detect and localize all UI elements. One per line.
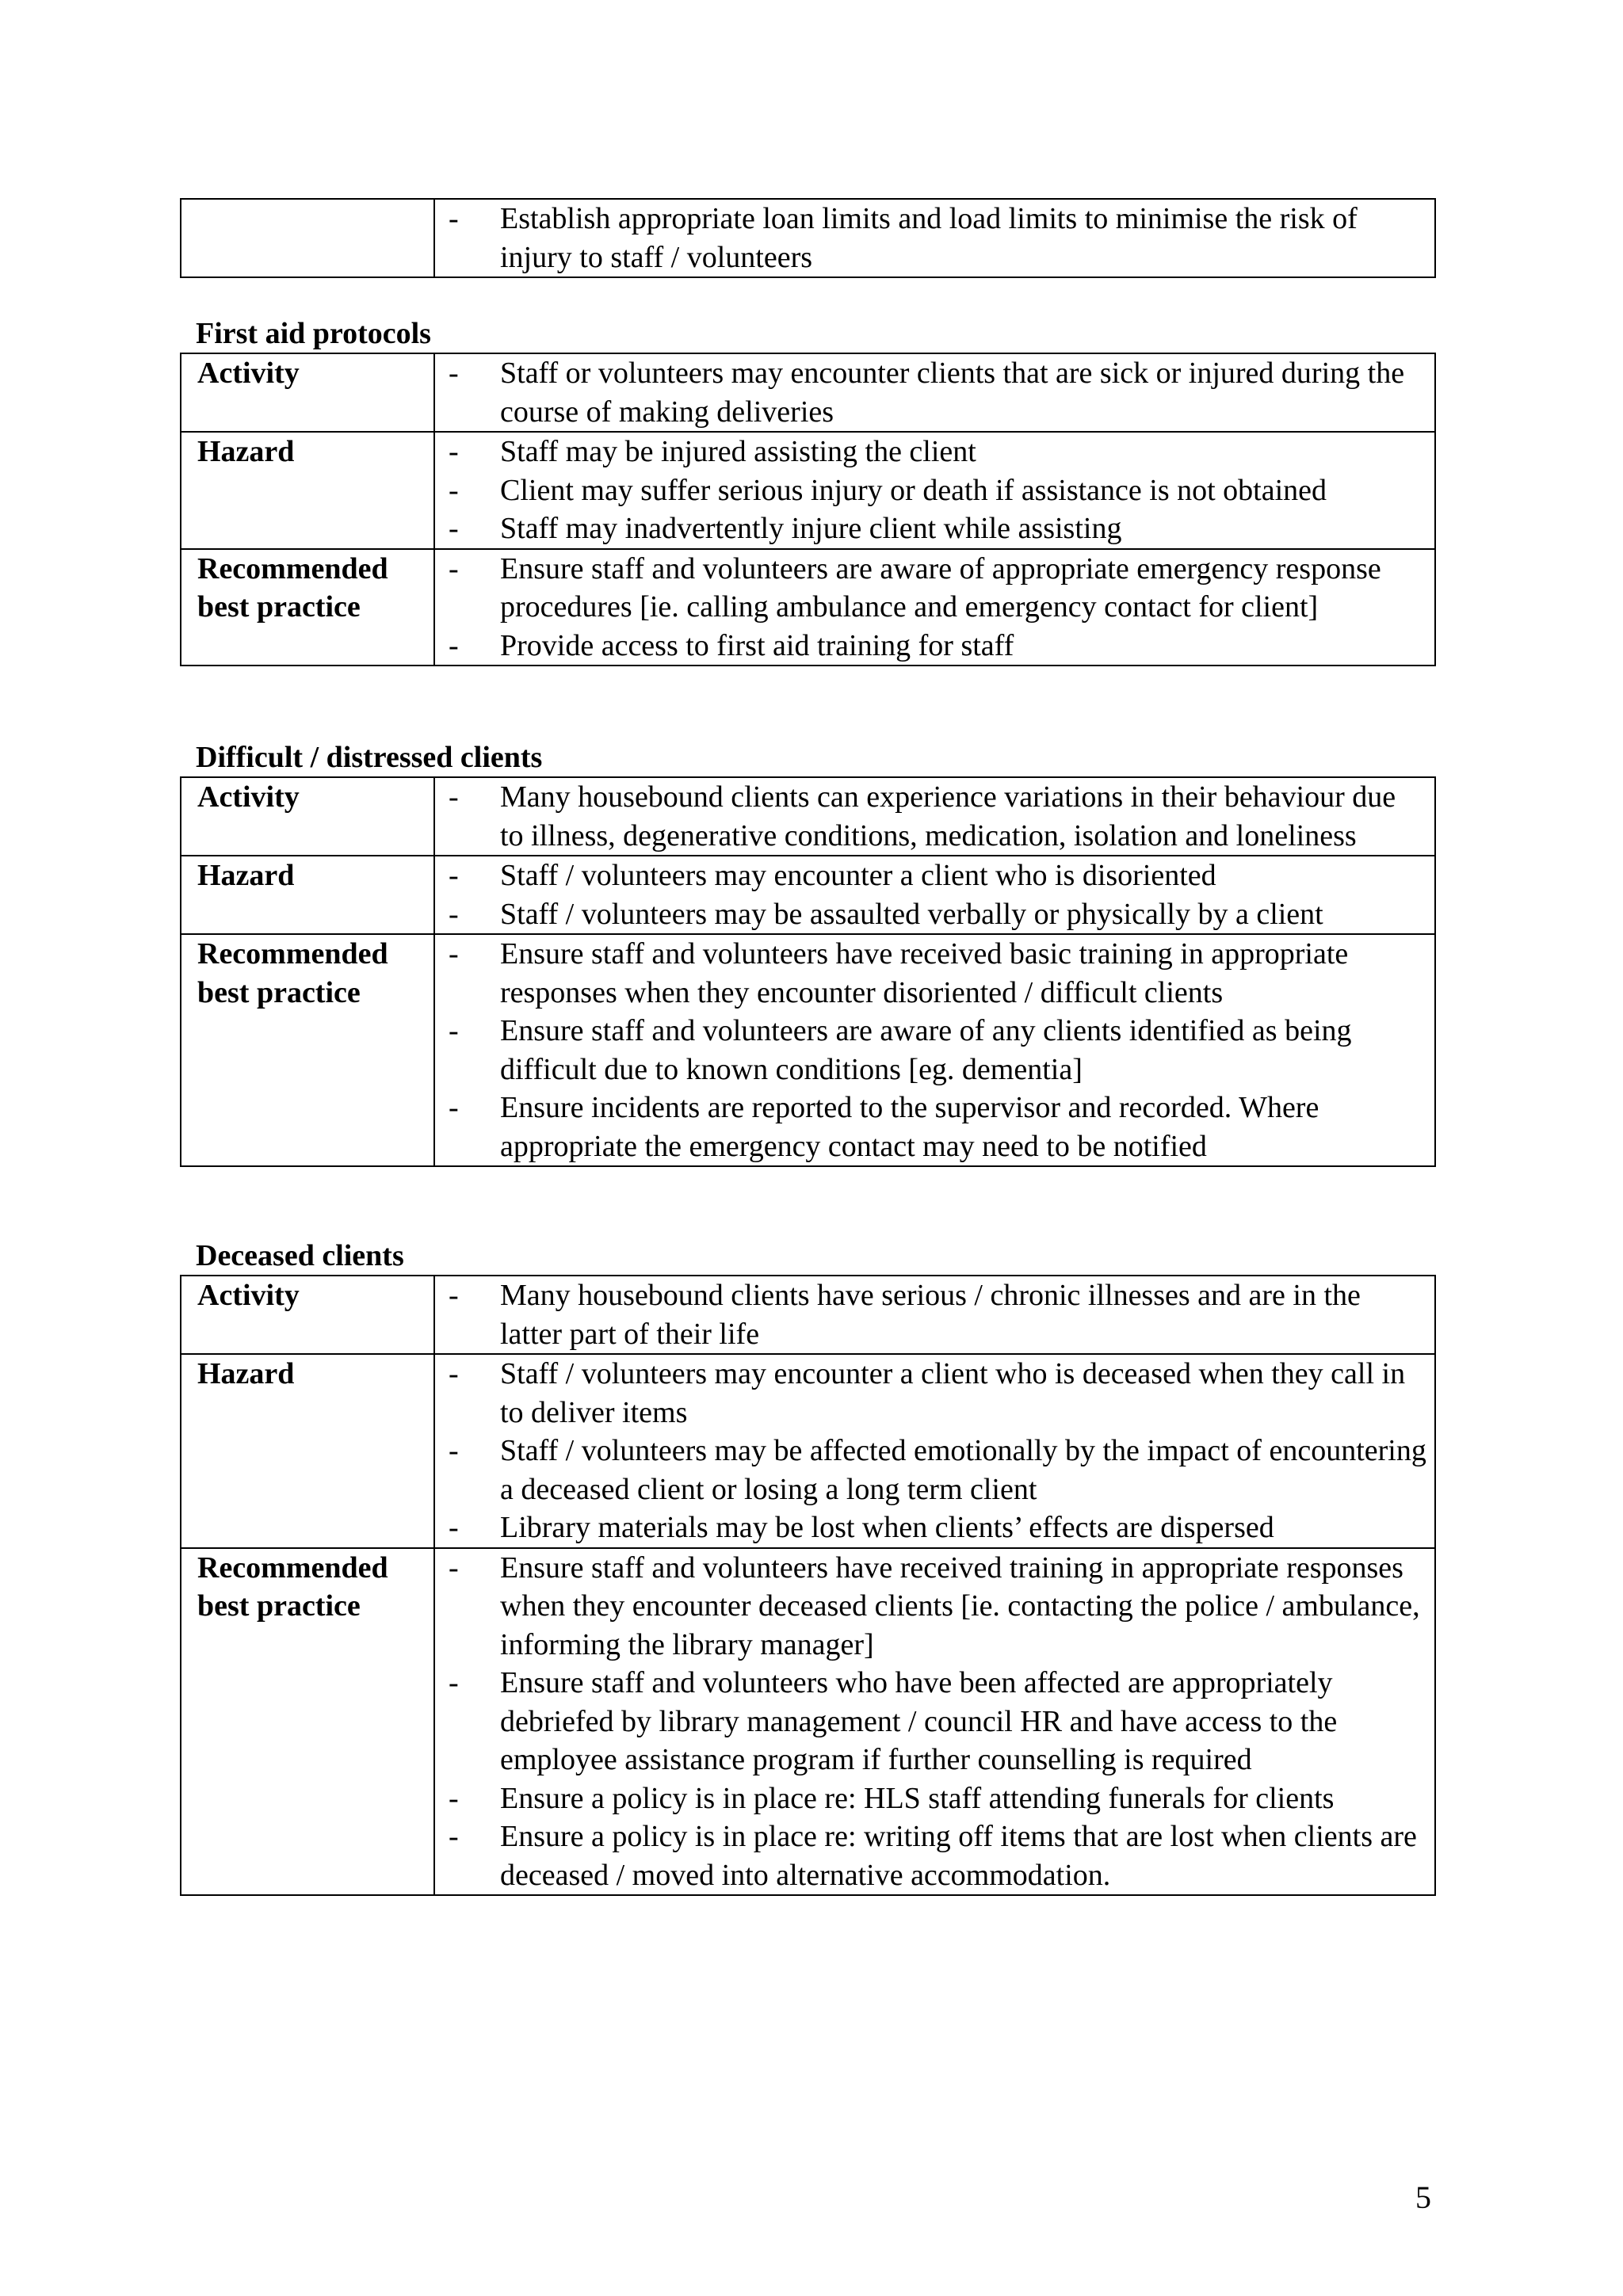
- list-item-text: Ensure staff and volunteers are aware of appropriate emergency response procedures [ie. calling ambulance and emergency contact for client]: [500, 551, 1381, 624]
- bullet-dash: -: [449, 937, 459, 971]
- section-difficult-clients: [180, 738, 1436, 1167]
- row-label: Hazard: [181, 1354, 434, 1548]
- list-item-text: Ensure staff and volunteers have received basic training in appropriate responses when they encounter disoriented / difficult clients: [500, 937, 1349, 1009]
- bullet-dash: -: [449, 1014, 459, 1047]
- bullet-dash: -: [449, 628, 459, 662]
- section-title: Difficult / distressed clients: [196, 741, 543, 774]
- list-item-text: Client may suffer serious injury or death if assistance is not obtained: [500, 473, 1327, 507]
- content-cell: [434, 1354, 1435, 1548]
- list-item: [435, 1817, 1426, 1894]
- list-item: [435, 550, 1426, 627]
- table-row: [181, 934, 1435, 1166]
- bullet-dash: -: [449, 780, 459, 814]
- list-item-text: Establish appropriate loan limits and load limits to minimise the risk of injury to staff / volunteers: [500, 202, 1358, 274]
- section-deceased-clients: [180, 1237, 1436, 1896]
- section-title: First aid protocols: [196, 317, 431, 350]
- list-item-text: Staff may be injured assisting the client: [500, 435, 976, 468]
- bullet-dash: -: [449, 1550, 459, 1585]
- list-item-text: Ensure staff and volunteers who have been affected are appropriately debriefed by library management / council HR and have access to the employee assistance program if further counselling is required: [500, 1666, 1338, 1776]
- list-item-text: Ensure a policy is in place re: HLS staff attending funerals for clients: [500, 1781, 1335, 1815]
- content-cell: [434, 856, 1435, 934]
- bullet-dash: -: [449, 1781, 459, 1815]
- row-label: Activity: [181, 353, 434, 432]
- table-row: [181, 549, 1435, 666]
- list-item: [435, 509, 1426, 548]
- list-item: [435, 200, 1426, 277]
- list-item: [435, 1779, 1426, 1818]
- list-item: [435, 778, 1426, 855]
- bullet-dash: -: [449, 202, 459, 235]
- row-label: Recommended best practice: [181, 1548, 434, 1896]
- bullet-dash: -: [449, 1434, 459, 1467]
- content-cell: [434, 432, 1435, 549]
- list-item-text: Staff / volunteers may be affected emotionally by the impact of encountering a deceased client or losing a long term client: [500, 1434, 1426, 1506]
- list-item: [435, 354, 1426, 431]
- list-item: [435, 856, 1426, 895]
- table-row: [181, 777, 1435, 856]
- bullet-dash: -: [449, 1666, 459, 1699]
- list-item: [435, 1089, 1426, 1165]
- list-item: [435, 1508, 1426, 1547]
- bullet-dash: -: [449, 897, 459, 931]
- table-row: [181, 432, 1435, 549]
- list-item: [435, 895, 1426, 934]
- list-item: [435, 1276, 1426, 1353]
- bullet-dash: -: [449, 1357, 459, 1390]
- table-row: [181, 199, 1435, 277]
- list-item: [435, 1012, 1426, 1089]
- row-label: Activity: [181, 1276, 434, 1354]
- list-item-text: Ensure a policy is in place re: writing off items that are lost when clients are deceased / moved into alternative accommodation.: [500, 1820, 1417, 1892]
- bullet-dash: -: [449, 1091, 459, 1124]
- table-row: [181, 1276, 1435, 1354]
- risk-table: [180, 353, 1436, 666]
- table-row: [181, 1354, 1435, 1548]
- row-label: Activity: [181, 777, 434, 856]
- list-item-text: Provide access to first aid training for staff: [500, 628, 1014, 662]
- bullet-dash: -: [449, 357, 459, 390]
- continuation-block: [180, 198, 1436, 278]
- bullet-dash: -: [449, 1820, 459, 1853]
- bullet-dash: -: [449, 1279, 459, 1312]
- content-cell: [434, 934, 1435, 1166]
- row-label: Hazard: [181, 856, 434, 934]
- content-cell: [434, 1276, 1435, 1354]
- list-item: [435, 935, 1426, 1012]
- list-item: [435, 433, 1426, 471]
- content-cell: [434, 777, 1435, 856]
- page-number: 5: [1415, 2180, 1431, 2215]
- list-item: [435, 1549, 1426, 1665]
- list-item-text: Many housebound clients have serious / chronic illnesses and are in the latter part of their life: [500, 1279, 1361, 1351]
- list-item: [435, 627, 1426, 666]
- bullet-dash: -: [449, 1511, 459, 1544]
- list-item-text: Staff or volunteers may encounter clients that are sick or injured during the course of making deliveries: [500, 357, 1405, 429]
- table-row: [181, 1548, 1435, 1896]
- risk-table: [180, 1275, 1436, 1896]
- table-row: [181, 856, 1435, 934]
- section-title: Deceased clients: [196, 1239, 404, 1272]
- bullet-dash: -: [449, 859, 459, 892]
- list-item: [435, 471, 1426, 510]
- list-item-text: Staff / volunteers may be assaulted verbally or physically by a client: [500, 897, 1323, 931]
- bullet-dash: -: [449, 473, 459, 507]
- content-cell: [434, 353, 1435, 432]
- bullet-dash: -: [449, 512, 459, 545]
- content-cell: [434, 1548, 1435, 1896]
- list-item-text: Ensure incidents are reported to the supervisor and recorded. Where appropriate the emergency contact may need to be notified: [500, 1091, 1319, 1163]
- continuation-table: [180, 198, 1436, 278]
- list-item-text: Library materials may be lost when clients’ effects are dispersed: [500, 1511, 1274, 1544]
- list-item-text: Staff may inadvertently injure client while assisting: [500, 512, 1122, 545]
- list-item-text: Ensure staff and volunteers are aware of any clients identified as being difficult due to known conditions [eg. dementia]: [500, 1014, 1352, 1086]
- row-label: Recommended best practice: [181, 934, 434, 1166]
- table-row: [181, 353, 1435, 432]
- list-item: [435, 1664, 1426, 1779]
- content-cell: [434, 549, 1435, 666]
- list-item-text: Many housebound clients can experience variations in their behaviour due to illness, degenerative conditions, medication, isolation and loneliness: [500, 780, 1396, 852]
- row-label: Recommended best practice: [181, 549, 434, 666]
- bullet-dash: -: [449, 551, 459, 585]
- risk-table: [180, 776, 1436, 1167]
- list-item-text: Staff / volunteers may encounter a client who is disoriented: [500, 859, 1216, 892]
- empty-label-cell: [181, 199, 434, 277]
- section-first-aid: [180, 315, 1436, 666]
- content-cell: [434, 199, 1435, 277]
- list-item-text: Ensure staff and volunteers have received training in appropriate responses when they encounter deceased clients [ie. contacting the police / ambulance, informing the library manager]: [500, 1550, 1420, 1661]
- bullet-dash: -: [449, 435, 459, 468]
- row-label: Hazard: [181, 432, 434, 549]
- list-item-text: Staff / volunteers may encounter a client who is deceased when they call in to deliver items: [500, 1357, 1406, 1429]
- list-item: [435, 1432, 1426, 1508]
- list-item: [435, 1355, 1426, 1432]
